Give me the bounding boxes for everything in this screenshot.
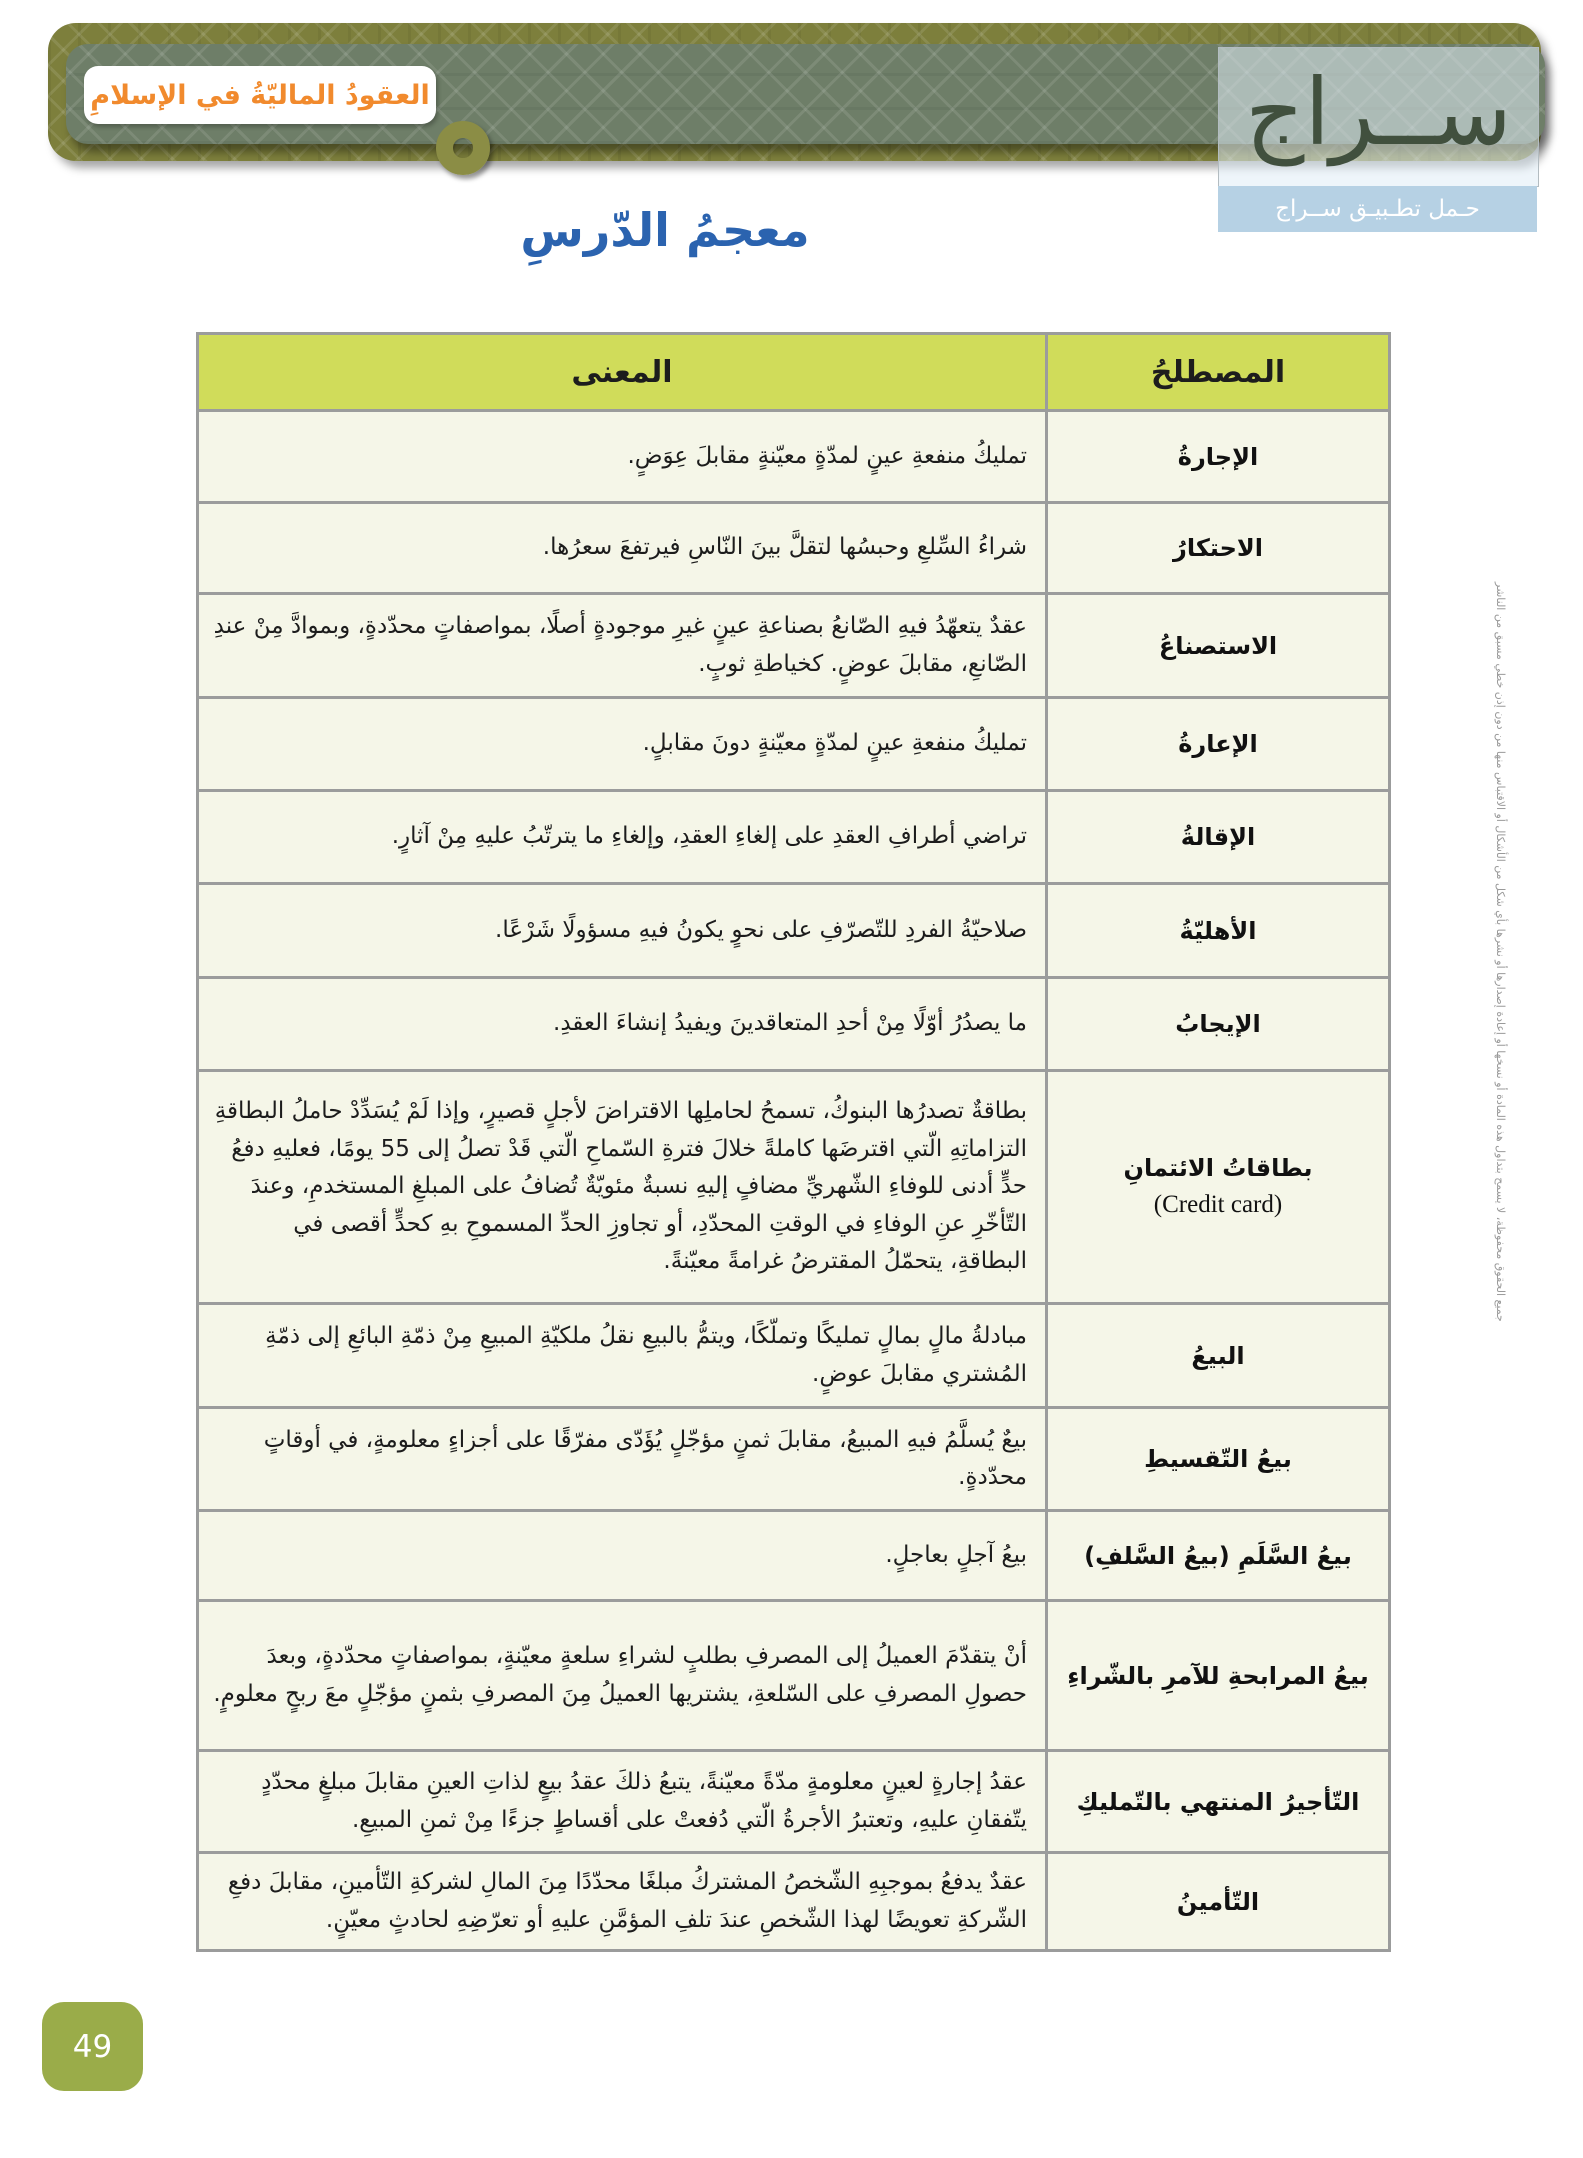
app-download-caption: حـمل تطـبيـق ســراج [1275,196,1480,222]
term-label: الإقالةُ [1180,823,1256,851]
meaning-cell: بطاقةٌ تصدرُها البنوكُ، تسمحُ لحاملِها الاقتراضَ لأجلٍ قصيرٍ، وإذا لَمْ يُسَدِّدْ حاملُ البطاقةِ التزاماتِهِ الّتي اقترضَها كاملةً خلالَ فترةِ السّماحِ الّتي قَدْ تصلُ إلى 55 يومًا، فعليهِ دفعُ حدٍّ أدنى للوفاءِ الشّهريِّ مضافٍ إليهِ نسبةٌ مئويّةٌ تُضافُ على المبلغِ المستخدمِ، وعندَ التّأخّرِ عنِ الوفاءِ في الوقتِ المحدّدِ، أو تجاوزِ الحدِّ المسموحِ بهِ كحدٍّ أقصى في البطاقةِ، يتحمّلُ المقترضُ غرامةً معيّنةً. [198,1071,1047,1304]
term-cell [1047,1601,1390,1751]
table-row [198,978,1390,1071]
page-title: معجمُ الدّرسِ [520,203,810,257]
meaning-cell: ما يصدُرُ أوّلًا مِنْ أحدِ المتعاقدينَ ويفيدُ إنشاءَ العقدِ. [198,978,1047,1071]
term-cell [1047,978,1390,1071]
meaning-cell: تراضي أطرافِ العقدِ على إلغاءِ العقدِ، وإلغاءِ ما يترتّبُ عليهِ مِنْ آثارٍ. [198,791,1047,884]
term-cell [1047,594,1390,698]
table-row [198,1751,1390,1853]
term-cell [1047,411,1390,503]
term-label: بيعُ السَّلَمِ (بيعُ السَّلفِ) [1084,1541,1352,1570]
meaning-cell: عقدٌ يدفعُ بموجبِهِ الشّخصُ المشتركُ مبلغًا محدّدًا مِنَ المالِ لشركةِ التّأمينِ، مقابلَ دفعِ الشّركةِ تعويضًا لهذا الشّخصِ عندَ تلفِ المؤمَّنِ عليهِ أو تعرّضِهِ لحادثٍ معيّنٍ. [198,1853,1047,1951]
table-row [198,594,1390,698]
term-label: الاحتكارُ [1173,534,1263,562]
table-row [198,1601,1390,1751]
meaning-cell: تمليكُ منفعةِ عينٍ لمدّةٍ معيّنةٍ مقابلَ عِوَضٍ. [198,411,1047,503]
meaning-cell: بيعٌ يُسلَّمُ فيهِ المبيعُ، مقابلَ ثمنٍ مؤجّلٍ يُؤَدّى مفرّقًا على أجزاءٍ معلومةٍ، في أوقاتٍ محدّدةٍ. [198,1408,1047,1511]
table-row [198,791,1390,884]
ring-ornament-icon [436,121,490,175]
table-row [198,698,1390,791]
table-row [198,1853,1390,1951]
term-label: الإعارةُ [1178,730,1258,758]
meaning-cell: أنْ يتقدّمَ العميلُ إلى المصرفِ بطلبٍ لشراءِ سلعةٍ معيّنةٍ، بمواصفاتٍ محدّدةٍ، وبعدَ حصولِ المصرفِ على السّلعةِ، يشتريها العميلُ مِنَ المصرفِ بثمنٍ مؤجّلٍ معَ ربحٍ معلومٍ. [198,1601,1047,1751]
meaning-cell: عقدُ إجارةٍ لعينٍ معلومةٍ مدّةً معيّنةً، يتبعُ ذلكَ عقدُ بيعٍ لذاتِ العينِ مقابلَ مبلغٍ محدّدٍ يتّفقانِ عليهِ، وتعتبرُ الأجرةُ الّتي دُفعتْ على أقساطٍ جزءًا مِنْ ثمنِ المبيعِ. [198,1751,1047,1853]
siraj-watermark-box [1218,47,1539,187]
table-row [198,411,1390,503]
table-row [198,1408,1390,1511]
term-label: الأهليّةُ [1179,916,1257,945]
table-row [198,1304,1390,1408]
term-label: بيعُ المرابحةِ للآمرِ بالشّراءِ [1067,1661,1369,1690]
term-label: بطاقاتُ الائتمانِ [1123,1154,1313,1183]
term-cell [1047,1071,1390,1304]
meaning-cell: بيعُ آجلٍ بعاجلٍ. [198,1511,1047,1601]
app-download-strip [1218,186,1537,232]
term-cell [1047,1304,1390,1408]
column-header-meaning: المعنى [198,334,1047,411]
term-label: التّأجيرُ المنتهي بالتّمليكِ [1076,1787,1360,1816]
term-cell [1047,1408,1390,1511]
glossary-header-row [198,334,1390,411]
term-cell [1047,503,1390,594]
term-cell [1047,884,1390,978]
term-label: التّأمينُ [1176,1887,1260,1916]
term-label: الاستصناعُ [1158,631,1278,660]
column-header-term: المصطلحُ [1047,334,1390,411]
table-row [198,503,1390,594]
term-cell [1047,1751,1390,1853]
meaning-cell: شراءُ السِّلعِ وحبسُها لتقلَّ بينَ النّاسِ فيرتفعَ سعرُها. [198,503,1047,594]
lesson-title-chip [84,66,436,124]
meaning-cell: عقدٌ يتعهّدُ فيهِ الصّانعُ بصناعةِ عينٍ غيرِ موجودةٍ أصلًا، بمواصفاتٍ محدّدةٍ، وبموادَّ مِنْ عندِ الصّانعِ، مقابلَ عوضٍ. كخياطةِ ثوبٍ. [198,594,1047,698]
glossary-body [198,411,1390,1951]
table-row [198,884,1390,978]
meaning-cell: تمليكُ منفعةِ عينٍ لمدّةٍ معيّنةٍ دونَ مقابلٍ. [198,698,1047,791]
glossary-table-wrap [196,332,1391,1952]
term-cell [1047,791,1390,884]
table-row [198,1511,1390,1601]
term-cell [1047,698,1390,791]
page-number-badge [42,2002,143,2091]
side-copyright-text: جميع الحقوق محفوظة، لا يسمح بتداول هذه المادة أو نسخها أو إعادة إصدارها أو نشرها بأي شكل من الأشكال أو الاقتباس منها من دون إذن خطي مسبق من الناشر [1494,582,1507,1322]
meaning-cell: صلاحيّةُ الفردِ للتّصرّفِ على نحوٍ يكونُ فيهِ مسؤولًا شَرْعًا. [198,884,1047,978]
page-number: 49 [72,2028,113,2065]
term-cell [1047,1853,1390,1951]
term-label: بيعُ التّقسيطِ [1144,1445,1292,1473]
siraj-logo-text: ســراج [1245,59,1512,166]
term-english-label: (Credit card) [1153,1191,1283,1219]
term-label: الإيجابُ [1175,1010,1261,1038]
term-cell [1047,1511,1390,1601]
term-label: البيعُ [1191,1341,1245,1370]
glossary-table [196,332,1391,1952]
term-label: الإجارةُ [1177,442,1259,471]
lesson-title-label: العقودُ الماليّةُ في الإسلامِ [90,79,430,111]
table-row [198,1071,1390,1304]
meaning-cell: مبادلةُ مالٍ بمالٍ تمليكًا وتملّكًا، ويتمُّ بالبيعِ نقلُ ملكيّةِ المبيعِ مِنْ ذمّةِ البائعِ إلى ذمّةِ المُشتري مقابلَ عوضٍ. [198,1304,1047,1408]
